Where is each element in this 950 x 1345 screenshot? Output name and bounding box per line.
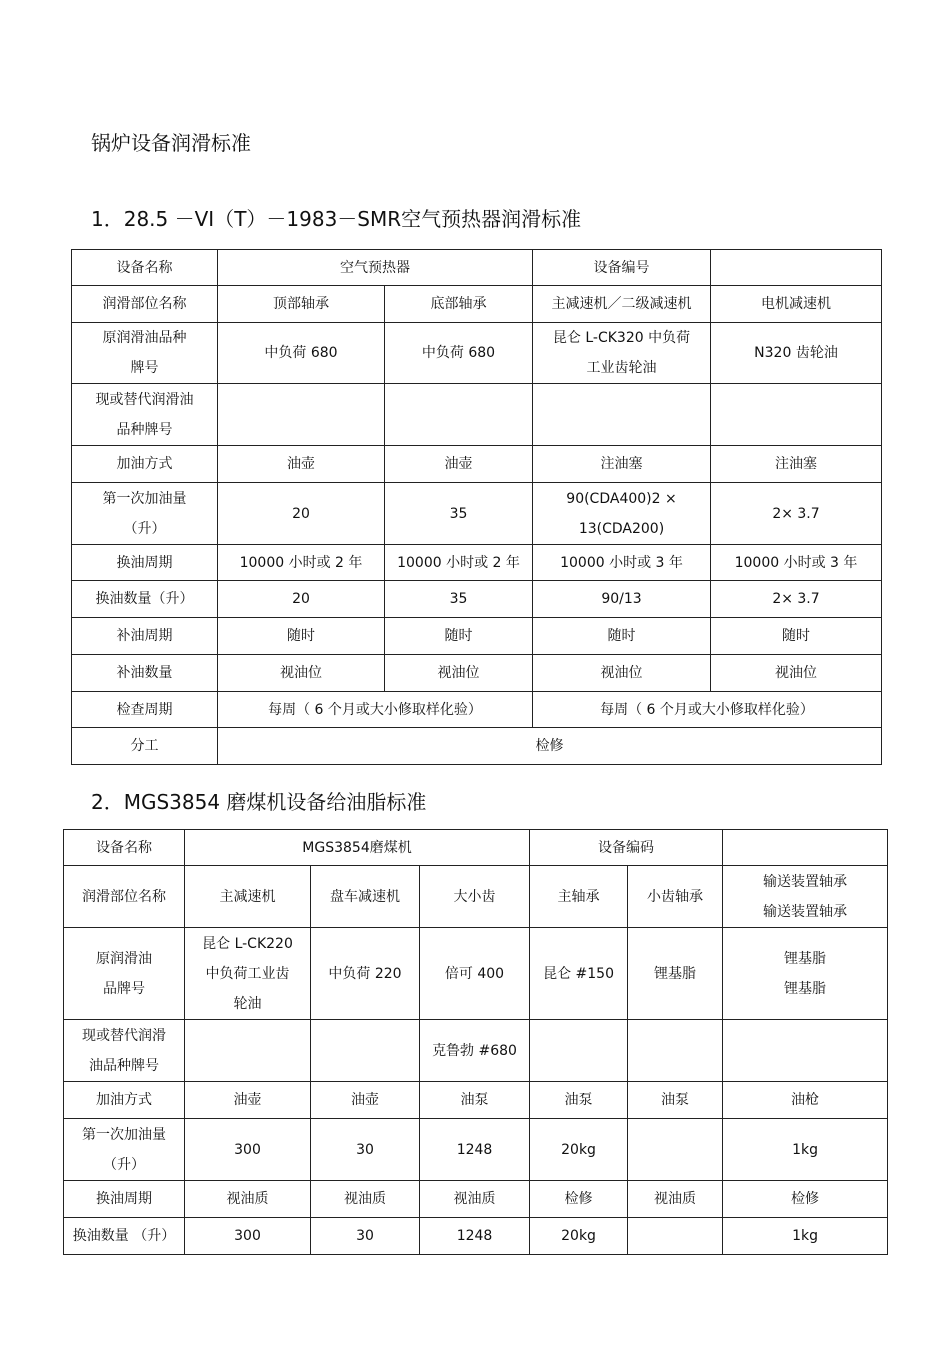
table-cell [711, 384, 882, 446]
table-cell: 加油方式 [64, 1082, 185, 1119]
table-cell: 锂基脂 锂基脂 [723, 928, 888, 1020]
table-row [72, 545, 882, 581]
table-cell [628, 1218, 723, 1255]
table-cell: 设备名称 [64, 830, 185, 866]
table-cell: 1248 [420, 1119, 530, 1181]
table-cell: 2× 3.7 [711, 581, 882, 618]
table-cell: 油壶 [218, 446, 385, 483]
table-row [72, 692, 882, 728]
table-cell: 设备编号 [533, 250, 711, 286]
table-cell: 昆仑 L-CK320 中负荷 工业齿轮油 [533, 323, 711, 384]
table-cell: 注油塞 [711, 446, 882, 483]
table-cell [711, 250, 882, 286]
table-row [72, 446, 882, 483]
table-cell: 补油周期 [72, 618, 218, 655]
table-cell: 视油质 [420, 1181, 530, 1218]
table-cell: 随时 [218, 618, 385, 655]
table-cell: 10000 小时或 2 年 [218, 545, 385, 581]
table-cell: 克鲁勃 #680 [420, 1020, 530, 1082]
table-cell: 换油周期 [64, 1181, 185, 1218]
table-cell: 油壶 [385, 446, 533, 483]
table-cell: 每周（ 6 个月或大小修取样化验） [533, 692, 882, 728]
table-cell: 20kg [530, 1218, 628, 1255]
table-cell: 检修 [218, 728, 882, 765]
table-cell: 20 [218, 483, 385, 545]
table-cell: 视油质 [185, 1181, 311, 1218]
table-row [64, 1218, 888, 1255]
table-row [64, 1181, 888, 1218]
table-cell: 10000 小时或 2 年 [385, 545, 533, 581]
table-cell: 现或替代润滑油 品种牌号 [72, 384, 218, 446]
table-cell: 设备编码 [530, 830, 723, 866]
table-cell: 视油位 [385, 655, 533, 692]
table-row [64, 928, 888, 1020]
table-cell: 35 [385, 483, 533, 545]
table-cell: 90/13 [533, 581, 711, 618]
table-cell: 换油数量（升） [72, 581, 218, 618]
table-cell: 检修 [723, 1181, 888, 1218]
table-cell: 原润滑油品种 牌号 [72, 323, 218, 384]
table-cell: 视油位 [533, 655, 711, 692]
table-cell: 视油质 [628, 1181, 723, 1218]
table-cell [628, 1119, 723, 1181]
table-row [64, 1082, 888, 1119]
table-cell: 第一次加油量 （升） [64, 1119, 185, 1181]
table-cell: 油壶 [185, 1082, 311, 1119]
table-cell: 设备名称 [72, 250, 218, 286]
table-cell: MGS3854磨煤机 [185, 830, 530, 866]
table-cell: 电机减速机 [711, 286, 882, 323]
table-cell: 锂基脂 [628, 928, 723, 1020]
table-cell [723, 1020, 888, 1082]
table-cell: 10000 小时或 3 年 [711, 545, 882, 581]
table-row [64, 866, 888, 928]
table-cell [533, 384, 711, 446]
table-row [72, 581, 882, 618]
table-row [64, 1020, 888, 1082]
table-cell: 润滑部位名称 [72, 286, 218, 323]
table-row [72, 655, 882, 692]
table-cell: 空气预热器 [218, 250, 533, 286]
table-row [72, 286, 882, 323]
table-cell [185, 1020, 311, 1082]
table-cell: 随时 [533, 618, 711, 655]
table-cell: 视油位 [218, 655, 385, 692]
table-row [64, 1119, 888, 1181]
table-cell [628, 1020, 723, 1082]
section-2-title: 2．MGS3854 磨煤机设备给油脂标准 [91, 790, 427, 814]
table-cell: 输送装置轴承 输送装置轴承 [723, 866, 888, 928]
table-row [72, 483, 882, 545]
table-cell: 油泵 [530, 1082, 628, 1119]
table-cell [218, 384, 385, 446]
table-cell: 油泵 [420, 1082, 530, 1119]
table-cell: 1kg [723, 1218, 888, 1255]
table-cell: 检修 [530, 1181, 628, 1218]
table-row [72, 250, 882, 286]
table-cell [723, 830, 888, 866]
table-cell: 油泵 [628, 1082, 723, 1119]
table-cell: 检查周期 [72, 692, 218, 728]
table-cell: 盘车减速机 [311, 866, 420, 928]
table-cell: 视油质 [311, 1181, 420, 1218]
table-cell: 昆仑 L-CK220 中负荷工业齿 轮油 [185, 928, 311, 1020]
table-cell: 换油数量 （升） [64, 1218, 185, 1255]
table-cell: 1248 [420, 1218, 530, 1255]
table-cell: 300 [185, 1119, 311, 1181]
table-cell: 换油周期 [72, 545, 218, 581]
table-cell: 90(CDA400)2 × 13(CDA200) [533, 483, 711, 545]
table-cell: 补油数量 [72, 655, 218, 692]
table-row [64, 830, 888, 866]
table-cell: 注油塞 [533, 446, 711, 483]
table-cell: 300 [185, 1218, 311, 1255]
table-cell: 视油位 [711, 655, 882, 692]
table-cell: 主减速机 [185, 866, 311, 928]
table-cell: 原润滑油 品牌号 [64, 928, 185, 1020]
table-row [72, 384, 882, 446]
table-cell: 现或替代润滑 油品种牌号 [64, 1020, 185, 1082]
table-cell: 中负荷 680 [385, 323, 533, 384]
table-cell: 主减速机／二级减速机 [533, 286, 711, 323]
table-row [72, 323, 882, 384]
table-cell: 润滑部位名称 [64, 866, 185, 928]
table-cell: 底部轴承 [385, 286, 533, 323]
air-preheater-lubrication-table [71, 249, 882, 765]
table-cell: N320 齿轮油 [711, 323, 882, 384]
coal-mill-lubrication-table [63, 829, 888, 1255]
table-cell: 倍可 400 [420, 928, 530, 1020]
table-cell: 随时 [385, 618, 533, 655]
table-cell: 小齿轴承 [628, 866, 723, 928]
table-cell: 30 [311, 1119, 420, 1181]
table-cell: 随时 [711, 618, 882, 655]
table-cell [385, 384, 533, 446]
table-cell: 20 [218, 581, 385, 618]
table-cell: 2× 3.7 [711, 483, 882, 545]
table-cell: 油枪 [723, 1082, 888, 1119]
table-cell: 大小齿 [420, 866, 530, 928]
table-row [72, 728, 882, 765]
document-title: 锅炉设备润滑标准 [91, 131, 251, 155]
table-cell: 10000 小时或 3 年 [533, 545, 711, 581]
table-cell: 30 [311, 1218, 420, 1255]
table-cell: 油壶 [311, 1082, 420, 1119]
table-cell: 分工 [72, 728, 218, 765]
table-cell: 顶部轴承 [218, 286, 385, 323]
table-cell: 1kg [723, 1119, 888, 1181]
table-cell: 20kg [530, 1119, 628, 1181]
table-cell: 中负荷 220 [311, 928, 420, 1020]
table-cell: 每周（ 6 个月或大小修取样化验） [218, 692, 533, 728]
table-cell: 35 [385, 581, 533, 618]
table-cell: 第一次加油量 （升） [72, 483, 218, 545]
table-cell: 昆仑 #150 [530, 928, 628, 1020]
table-cell [530, 1020, 628, 1082]
section-1-title: 1．28.5 －VI（T）－1983－SMR空气预热器润滑标准 [91, 207, 582, 231]
table-cell: 中负荷 680 [218, 323, 385, 384]
table-cell: 加油方式 [72, 446, 218, 483]
table-cell [311, 1020, 420, 1082]
table-cell: 主轴承 [530, 866, 628, 928]
table-row [72, 618, 882, 655]
